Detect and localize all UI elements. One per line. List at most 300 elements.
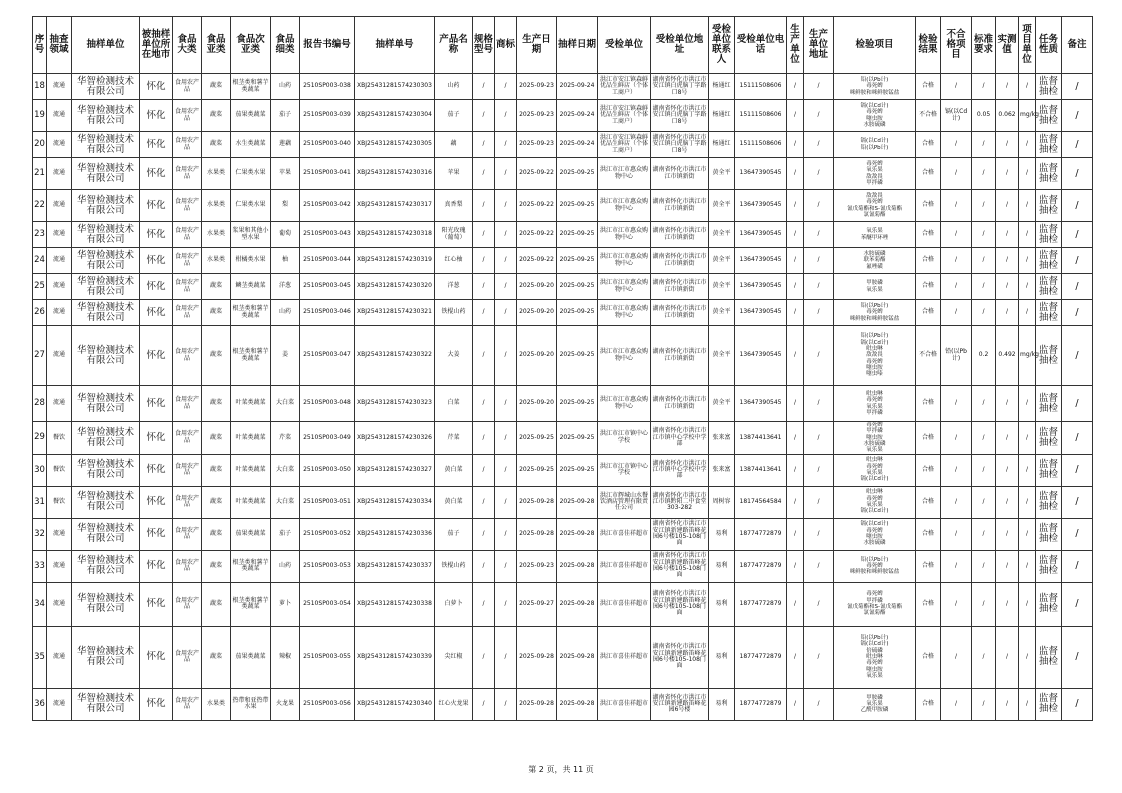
cell-report: 2510SP003-052 (300, 518, 355, 550)
cell-report: 2510SP003-044 (300, 248, 355, 274)
cell-maker-addr: / (804, 158, 834, 190)
cell-std: / (972, 222, 996, 248)
cell-bad: / (941, 274, 972, 300)
cell-task: 监督抽检 (1036, 688, 1062, 720)
table-row (33, 626, 1093, 688)
test-item: 氧乐果 (866, 228, 883, 235)
column-header: 实测值 (996, 17, 1019, 74)
cell-addr: 湖南省怀化市洪江市安江镇新建路笛峰花园6号楼105-108门面 (651, 582, 709, 626)
cell-sample-date: 2025-09-24 (557, 100, 598, 132)
cell-unit2: / (1019, 454, 1036, 486)
cell-report: 2510SP003-053 (300, 550, 355, 582)
cell-city: 怀化 (140, 518, 173, 550)
cell-note: / (1062, 326, 1093, 386)
test-item: 镉(以Cd计) (860, 138, 889, 145)
cell-val: / (996, 688, 1019, 720)
cell-brand: / (495, 386, 517, 422)
cell-seq: 26 (33, 300, 47, 326)
cell-org: 华智检测技术有限公司 (72, 454, 140, 486)
cell-city: 怀化 (140, 688, 173, 720)
cell-fine: 大白菜 (271, 386, 300, 422)
cell-sample: XBJ25431281574230323 (355, 386, 435, 422)
cell-domain: 流通 (47, 132, 72, 158)
test-item: 毒死蜱 (866, 309, 883, 316)
cell-prod-date: 2025-09-22 (517, 158, 557, 190)
test-item: 毒死蜱 (866, 527, 883, 534)
cell-std: / (972, 158, 996, 190)
cell-domain: 流通 (47, 626, 72, 688)
cell-note: / (1062, 300, 1093, 326)
cell-result: 合格 (916, 582, 941, 626)
cell-subsub: 仁果类水果 (231, 190, 271, 222)
cell-city: 怀化 (140, 158, 173, 190)
cell-cat: 食用农产品 (173, 248, 202, 274)
cell-fine: 姜 (271, 326, 300, 386)
cell-brand: / (495, 518, 517, 550)
cell-org: 华智检测技术有限公司 (72, 158, 140, 190)
cell-prod-date: 2025-09-22 (517, 190, 557, 222)
cell-phone: 18774772879 (735, 550, 787, 582)
cell-std: / (972, 74, 996, 100)
table-row (33, 518, 1093, 550)
cell-sample: XBJ25431281574230339 (355, 626, 435, 688)
cell-phone: 13647390545 (735, 158, 787, 190)
cell-org: 华智检测技术有限公司 (72, 386, 140, 422)
cell-subsub: 茄果类蔬菜 (231, 518, 271, 550)
cell-product: 真香梨 (435, 190, 473, 222)
cell-prod-date: 2025-09-25 (517, 422, 557, 455)
cell-sub: 蔬菜 (202, 326, 231, 386)
cell-val: / (996, 422, 1019, 455)
table-header-row (33, 17, 1093, 74)
table-row (33, 486, 1093, 518)
cell-result: 合格 (916, 454, 941, 486)
cell-std: 0.05 (972, 100, 996, 132)
cell-val: / (996, 518, 1019, 550)
cell-maker: / (787, 132, 804, 158)
cell-subsub: 根茎类和薯芋类蔬菜 (231, 74, 271, 100)
column-header: 标准要求 (972, 17, 996, 74)
cell-items (834, 386, 916, 422)
cell-contact: 黄全平 (709, 190, 735, 222)
cell-result: 合格 (916, 550, 941, 582)
test-item: 氧乐果 (866, 672, 883, 679)
test-item: 噻虫胺 (866, 364, 883, 371)
cell-seq: 21 (33, 158, 47, 190)
cell-seq: 30 (33, 454, 47, 486)
cell-fine: 山药 (271, 550, 300, 582)
cell-maker: / (787, 74, 804, 100)
cell-items (834, 158, 916, 190)
test-item: 毒死蜱 (866, 422, 883, 428)
cell-bad: / (941, 518, 972, 550)
test-item: 噻虫胺 (866, 666, 883, 673)
test-item: 氧乐果 (866, 447, 883, 454)
cell-val: / (996, 158, 1019, 190)
cell-subsub: 浆果和其他小型水果 (231, 222, 271, 248)
cell-result: 合格 (916, 688, 941, 720)
cell-spec: / (473, 688, 495, 720)
cell-seq: 20 (33, 132, 47, 158)
cell-brand: / (495, 300, 517, 326)
test-item: 镉(以Cd计) (860, 102, 889, 109)
cell-seq: 31 (33, 486, 47, 518)
cell-addr: 湖南省怀化市洪江市江市镇新街 (651, 386, 709, 422)
test-item: 甲拌磷 (866, 409, 883, 416)
cell-task: 监督抽检 (1036, 100, 1062, 132)
cell-fine: 苹果 (271, 158, 300, 190)
test-item: 乙酰甲胺磷 (860, 707, 889, 714)
cell-sub: 蔬菜 (202, 422, 231, 455)
cell-std: / (972, 386, 996, 422)
cell-contact: 黄全平 (709, 274, 735, 300)
cell-bad: / (941, 688, 972, 720)
cell-product: 苹果 (435, 158, 473, 190)
cell-task: 监督抽检 (1036, 550, 1062, 582)
cell-note: / (1062, 518, 1093, 550)
cell-addr: 湖南省怀化市洪江市安江镇新建路笛峰花园6号楼105-108门面 (651, 518, 709, 550)
cell-bad: / (941, 454, 972, 486)
cell-seq: 22 (33, 190, 47, 222)
cell-spec: / (473, 300, 495, 326)
cell-task: 监督抽检 (1036, 132, 1062, 158)
cell-domain: 餐饮 (47, 486, 72, 518)
cell-unit2: / (1019, 582, 1036, 626)
cell-fine: 柚 (271, 248, 300, 274)
column-header: 序号 (33, 17, 47, 74)
cell-fine: 山药 (271, 74, 300, 100)
cell-sample: XBJ25431281574230327 (355, 454, 435, 486)
cell-seq: 24 (33, 248, 47, 274)
cell-sample-date: 2025-09-25 (557, 274, 598, 300)
cell-fine: 芹菜 (271, 422, 300, 455)
cell-city: 怀化 (140, 422, 173, 455)
cell-phone: 13647390545 (735, 386, 787, 422)
cell-fine: 萝卜 (271, 582, 300, 626)
cell-report: 2510SP003-046 (300, 300, 355, 326)
column-header: 食品亚类 (202, 17, 231, 74)
cell-domain: 流通 (47, 274, 72, 300)
cell-items (834, 626, 916, 688)
cell-fine: 梨 (271, 190, 300, 222)
table-row (33, 74, 1093, 100)
test-item: 氟唑磺 (866, 263, 883, 270)
cell-phone: 15111508606 (735, 132, 787, 158)
cell-contact: 易利 (709, 688, 735, 720)
cell-brand: / (495, 132, 517, 158)
cell-fine: 洋葱 (271, 274, 300, 300)
cell-subsub: 茄果类蔬菜 (231, 100, 271, 132)
cell-prod-date: 2025-09-28 (517, 626, 557, 688)
cell-sub: 水果类 (202, 688, 231, 720)
test-item: 毒死蜱 (866, 199, 883, 206)
cell-note: / (1062, 688, 1093, 720)
cell-maker-addr: / (804, 274, 834, 300)
test-item: 吡虫啉 (866, 457, 883, 464)
cell-maker-addr: / (804, 486, 834, 518)
cell-maker-addr: / (804, 422, 834, 455)
cell-unit2: / (1019, 626, 1036, 688)
test-item: 毒死蜱 (866, 660, 883, 667)
test-item: 铅(以Pb计) (860, 77, 889, 84)
inspection-results-table (32, 16, 1093, 721)
cell-brand: / (495, 626, 517, 688)
cell-std: / (972, 422, 996, 455)
cell-spec: / (473, 454, 495, 486)
cell-maker: / (787, 550, 804, 582)
cell-bad: / (941, 422, 972, 455)
cell-sub: 水果类 (202, 222, 231, 248)
test-item: 氧乐果 (866, 286, 883, 293)
test-item: 吡虫啉 (866, 346, 883, 353)
cell-subsub: 热带和亚热带水果 (231, 688, 271, 720)
cell-note: / (1062, 454, 1093, 486)
column-header: 食品次亚类 (231, 17, 271, 74)
cell-task: 监督抽检 (1036, 158, 1062, 190)
cell-city: 怀化 (140, 582, 173, 626)
cell-sample: XBJ25431281574230304 (355, 100, 435, 132)
cell-product: 洋葱 (435, 274, 473, 300)
cell-std: / (972, 626, 996, 688)
cell-maker: / (787, 222, 804, 248)
table-body (33, 74, 1093, 721)
cell-cat: 食用农产品 (173, 326, 202, 386)
cell-prod-date: 2025-09-22 (517, 248, 557, 274)
cell-cat: 食用农产品 (173, 454, 202, 486)
cell-note: / (1062, 422, 1093, 455)
cell-seq: 18 (33, 74, 47, 100)
cell-cat: 食用农产品 (173, 158, 202, 190)
cell-task: 监督抽检 (1036, 300, 1062, 326)
cell-sub: 蔬菜 (202, 486, 231, 518)
column-header: 商标 (495, 17, 517, 74)
cell-bad: / (941, 248, 972, 274)
cell-task: 监督抽检 (1036, 74, 1062, 100)
cell-std: / (972, 486, 996, 518)
cell-sample-date: 2025-09-28 (557, 688, 598, 720)
test-item: 氧乐果 (866, 502, 883, 509)
cell-items (834, 486, 916, 518)
cell-prod-date: 2025-09-28 (517, 688, 557, 720)
cell-city: 怀化 (140, 74, 173, 100)
cell-std: / (972, 274, 996, 300)
cell-task: 监督抽检 (1036, 274, 1062, 300)
cell-brand: / (495, 454, 517, 486)
cell-addr: 湖南省怀化市洪江市安江镇白虎脑丁字路口8号 (651, 74, 709, 100)
cell-org: 华智检测技术有限公司 (72, 300, 140, 326)
cell-spec: / (473, 74, 495, 100)
cell-note: / (1062, 190, 1093, 222)
cell-seq: 35 (33, 626, 47, 688)
cell-cat: 食用农产品 (173, 582, 202, 626)
cell-unit2: / (1019, 550, 1036, 582)
cell-maker-addr: / (804, 300, 834, 326)
cell-subsub: 仁果类水果 (231, 158, 271, 190)
cell-sample: XBJ25431281574230326 (355, 422, 435, 455)
cell-items (834, 274, 916, 300)
column-header: 项目单位 (1019, 17, 1036, 74)
cell-unit: 洪江市江市惠众购物中心 (598, 248, 651, 274)
cell-contact: 易利 (709, 582, 735, 626)
column-header: 生产单位 (787, 17, 804, 74)
cell-domain: 流通 (47, 248, 72, 274)
cell-note: / (1062, 626, 1093, 688)
cell-subsub: 鳞茎类蔬菜 (231, 274, 271, 300)
cell-sample-date: 2025-09-28 (557, 550, 598, 582)
cell-product: 白萝卜 (435, 582, 473, 626)
test-item: 联苯菊酯 (863, 257, 886, 264)
cell-seq: 36 (33, 688, 47, 720)
cell-unit2: / (1019, 486, 1036, 518)
test-item: 铅(以Pb计) (860, 333, 889, 340)
cell-subsub: 柑橘类水果 (231, 248, 271, 274)
cell-brand: / (495, 486, 517, 518)
cell-product: 黄白菜 (435, 486, 473, 518)
cell-city: 怀化 (140, 222, 173, 248)
cell-sample: XBJ25431281574230322 (355, 326, 435, 386)
cell-org: 华智检测技术有限公司 (72, 688, 140, 720)
cell-result: 合格 (916, 274, 941, 300)
cell-brand: / (495, 190, 517, 222)
cell-unit: 洪江市江市惠众购物中心 (598, 274, 651, 300)
cell-org: 华智检测技术有限公司 (72, 550, 140, 582)
cell-sample: XBJ25431281574230336 (355, 518, 435, 550)
table-row (33, 248, 1093, 274)
test-item: 噻虫胺 (866, 534, 883, 541)
cell-bad: / (941, 300, 972, 326)
table-row (33, 454, 1093, 486)
cell-phone: 13647390545 (735, 274, 787, 300)
cell-org: 华智检测技术有限公司 (72, 74, 140, 100)
cell-unit2: / (1019, 222, 1036, 248)
cell-maker-addr: / (804, 550, 834, 582)
test-item: 氧乐果 (866, 470, 883, 477)
cell-addr: 湖南省怀化市洪江市江市镇新街 (651, 158, 709, 190)
cell-note: / (1062, 274, 1093, 300)
cell-domain: 流通 (47, 582, 72, 626)
test-item: 咪鲜胺和咪鲜胺锰盐 (849, 315, 900, 322)
cell-sample-date: 2025-09-25 (557, 300, 598, 326)
cell-domain: 流通 (47, 100, 72, 132)
cell-domain: 流通 (47, 222, 72, 248)
cell-task: 监督抽检 (1036, 326, 1062, 386)
column-header: 受检单位 (598, 17, 651, 74)
test-item: 镉(以Cd计) (860, 508, 889, 515)
table-row (33, 100, 1093, 132)
cell-sub: 蔬菜 (202, 626, 231, 688)
cell-items (834, 518, 916, 550)
cell-maker: / (787, 300, 804, 326)
cell-addr: 湖南省怀化市洪江市安江镇白虎脑丁字路口8号 (651, 100, 709, 132)
cell-sample: XBJ25431281574230303 (355, 74, 435, 100)
cell-subsub: 根茎类和薯芋类蔬菜 (231, 582, 271, 626)
cell-sub: 水果类 (202, 248, 231, 274)
cell-sample-date: 2025-09-25 (557, 190, 598, 222)
cell-unit: 洪江市江市惠众购物中心 (598, 326, 651, 386)
cell-unit: 洪江市喜佳祥超市 (598, 626, 651, 688)
cell-result: 合格 (916, 158, 941, 190)
cell-unit: 洪江市安江镇森鲜优品生鲜店（个体工商户） (598, 132, 651, 158)
table-row (33, 132, 1093, 158)
cell-product: 茄子 (435, 100, 473, 132)
table-row (33, 582, 1093, 626)
cell-unit2: / (1019, 518, 1036, 550)
cell-sub: 蔬菜 (202, 132, 231, 158)
cell-unit: 洪江市安江镇森鲜优品生鲜店（个体工商户） (598, 74, 651, 100)
cell-seq: 34 (33, 582, 47, 626)
cell-product: 山药 (435, 74, 473, 100)
cell-seq: 23 (33, 222, 47, 248)
cell-maker: / (787, 688, 804, 720)
cell-maker: / (787, 158, 804, 190)
cell-note: / (1062, 74, 1093, 100)
cell-spec: / (473, 386, 495, 422)
cell-brand: / (495, 74, 517, 100)
cell-product: 阳光玫瑰（葡萄） (435, 222, 473, 248)
cell-product: 芹菜 (435, 422, 473, 455)
cell-addr: 湖南省怀化市洪江市安江镇新建路笛峰花园6号楼 (651, 688, 709, 720)
cell-phone: 18174564584 (735, 486, 787, 518)
cell-items (834, 550, 916, 582)
cell-task: 监督抽检 (1036, 190, 1062, 222)
cell-contact: 周树容 (709, 486, 735, 518)
cell-report: 2510SP003-056 (300, 688, 355, 720)
test-item: 吡虫啉 (866, 390, 883, 397)
cell-task: 监督抽检 (1036, 582, 1062, 626)
cell-sample-date: 2025-09-25 (557, 454, 598, 486)
test-item: 咪鲜胺和咪鲜胺锰盐 (849, 569, 900, 576)
cell-report: 2510SP003-042 (300, 190, 355, 222)
cell-product: 铁棍山药 (435, 300, 473, 326)
cell-phone: 18774772879 (735, 582, 787, 626)
cell-subsub: 叶菜类蔬菜 (231, 422, 271, 455)
cell-val: / (996, 454, 1019, 486)
test-item: 镉(以Cd计) (860, 641, 889, 648)
cell-maker-addr: / (804, 626, 834, 688)
cell-report: 2510SP003-040 (300, 132, 355, 158)
cell-result: 合格 (916, 248, 941, 274)
cell-unit2: / (1019, 190, 1036, 222)
cell-maker-addr: / (804, 326, 834, 386)
cell-sample: XBJ25431281574230337 (355, 550, 435, 582)
cell-maker-addr: / (804, 386, 834, 422)
cell-sample: XBJ25431281574230340 (355, 688, 435, 720)
test-item: 氧乐果 (866, 167, 883, 174)
test-item: 氰戊菊酯和S-氰戊菊酯 (847, 205, 902, 212)
cell-items (834, 190, 916, 222)
column-header: 生产日期 (517, 17, 557, 74)
column-header: 抽查领域 (47, 17, 72, 74)
cell-spec: / (473, 248, 495, 274)
cell-spec: / (473, 486, 495, 518)
cell-bad: / (941, 626, 972, 688)
cell-val: / (996, 222, 1019, 248)
cell-addr: 湖南省怀化市洪江市江市镇中心学校中学部 (651, 454, 709, 486)
cell-sub: 蔬菜 (202, 582, 231, 626)
cell-sample-date: 2025-09-28 (557, 626, 598, 688)
cell-city: 怀化 (140, 100, 173, 132)
cell-maker: / (787, 518, 804, 550)
cell-spec: / (473, 518, 495, 550)
cell-addr: 湖南省怀化市洪江市江市镇新街 (651, 248, 709, 274)
cell-unit: 洪江市喜佳祥超市 (598, 688, 651, 720)
cell-result: 合格 (916, 626, 941, 688)
cell-product: 红心柚 (435, 248, 473, 274)
cell-sample-date: 2025-09-28 (557, 582, 598, 626)
cell-seq: 19 (33, 100, 47, 132)
cell-maker-addr: / (804, 132, 834, 158)
cell-phone: 15111508606 (735, 100, 787, 132)
